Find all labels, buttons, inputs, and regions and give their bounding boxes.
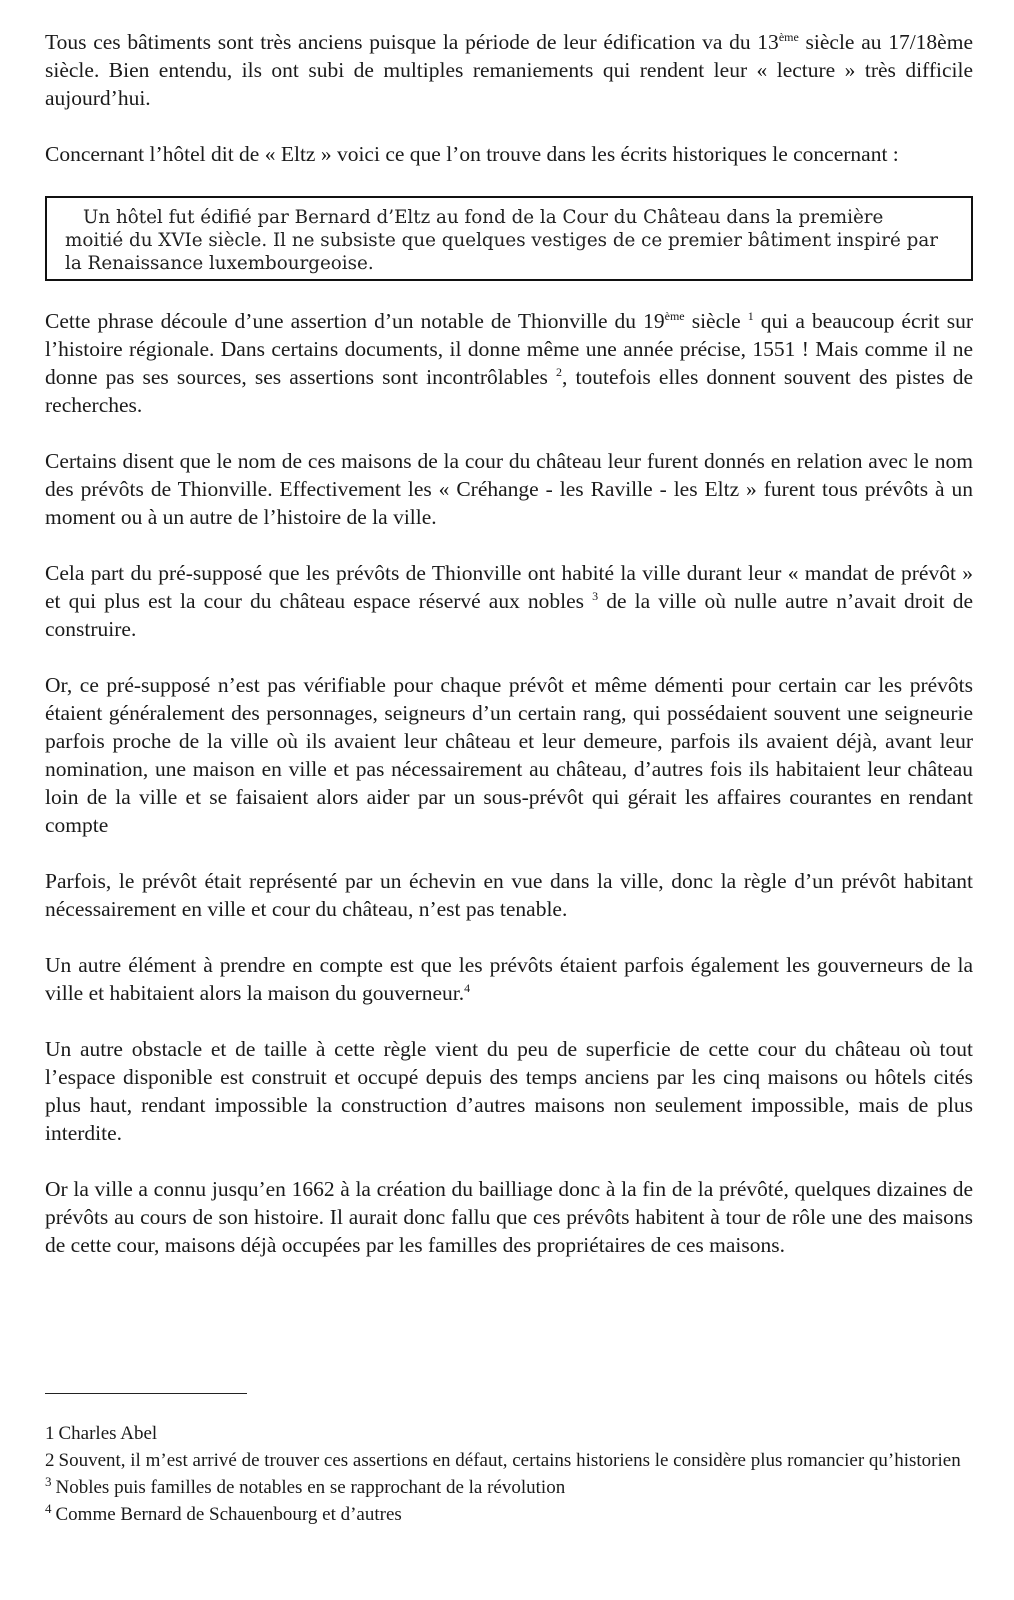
footnote-4: $^4$ Comme Bernard de Schauenbourg et d’autres [45,1500,402,1525]
body-paragraph-1: Cette phrase découle d’une assertion d’un notable de Thionville du 19ème siècle $^1$ qui a beaucoup écrit sur l’histoire régionale. Dans certains documents, il donne même une année précise, 1551 ! Mais comme il ne donne pas ses sources, ses assertions sont incontrôlables $^2$, toutefois elles donnent souvent des pistes de recherches. [45,308,974,417]
footnote-number: 4 [45,1500,52,1516]
footnote-1: 1 Charles Abel [45,1423,158,1444]
document-page [45,28,973,1287]
quotation-box [45,196,973,281]
body-paragraph-3: Cela part du pré-supposé que les prévôts de Thionville ont habité la ville durant leur « mandat de prévôt » et qui plus est la cour du château espace réservé aux nobles $^3$ de la ville où nulle autre n’avait droit de construire. [45,561,973,641]
body-paragraph-6: Un autre élément à prendre en compte est que les prévôts étaient parfois également les gouverneurs de la ville et habitaient alors la maison du gouverneur.$^4$ [45,953,973,1005]
quote-line: moitié du XVIe siècle. Il ne subsiste que quelques vestiges de ce premier bâtiment inspiré par [65,230,938,251]
body-paragraph-4: Or, ce pré-supposé n’est pas vérifiable pour chaque prévôt et même démenti pour certain car les prévôts étaient généralement des personnages, seigneurs d’un certain rang, qui possédaient souvent une seigneurie parfois proche de la ville où ils avaient leur château et leur demeure, parfois ils avaient déjà, avant leur nomination, une maison en ville et pas nécessairement au château, d’autres fois ils habitaient leur château loin de la ville et se faisaient alors aider par un sous-prévôt qui gérait les affaires courantes en rendant compte [45,673,973,837]
footnote-3: $^3$ Nobles puis familles de notables en se rapprochant de la révolution [45,1473,566,1498]
footnote-ref-2[interactable]: 2 [556,364,563,379]
intro-paragraph-1: Tous ces bâtiments sont très anciens puisque la période de leur édification va du 13ème siècle au 17/18ème siècle. Bien entendu, ils ont subi de multiples remaniements qui rendent leur « lecture » très difficile aujourd’hui. [45,29,973,110]
superscript-eme: ème [778,29,799,44]
body-paragraph-8: Or la ville a connu jusqu’en 1662 à la création du bailliage donc à la fin de la prévôté, quelques dizaines de prévôts au cours de son histoire. Il aurait donc fallu que ces prévôts habitent à tour de rôle une des maisons de cette cour, maisons déjà occupées par les familles des propriétaires de ces maisons. [45,1177,973,1257]
footnotes [45,1420,973,1528]
body-paragraph-7: Un autre obstacle et de taille à cette règle vient du peu de superficie de cette cour du château où tout l’espace disponible est construit et occupé depuis des temps anciens par les cinq maisons ou hôtels cités plus haut, rendant impossible la construction d’autres maisons non seulement impossible, mais de plus interdite. [45,1037,973,1145]
footnote-number: 1 [45,1423,55,1444]
footnote-ref-1[interactable]: 1 [747,308,754,323]
quote-line: Un hôtel fut édifié par Bernard d’Eltz au fond de la Cour du Château dans la première [83,207,884,228]
superscript-eme: ème [664,308,685,323]
footnote-number: 3 [45,1473,52,1489]
footnote-separator [45,1393,247,1394]
footnote-2: 2 Souvent, il m’est arrivé de trouver ces assertions en défaut, certains historiens le considère plus romancier qu’historien [45,1450,961,1471]
footnote-ref-3[interactable]: 3 [592,588,599,603]
footnote-ref-4[interactable]: 4 [464,980,471,995]
body-paragraph-5: Parfois, le prévôt était représenté par un échevin en vue dans la ville, donc la règle d’un prévôt habitant nécessairement en ville et cour du château, n’est pas tenable. [45,869,973,921]
body-paragraph-2: Certains disent que le nom de ces maisons de la cour du château leur furent donnés en relation avec le nom des prévôts de Thionville. Effectivement les « Créhange - les Raville - les Eltz » furent tous prévôts à un moment ou à un autre de l’histoire de la ville. [45,449,973,529]
quote-line: la Renaissance luxembourgeoise. [65,253,374,274]
intro-paragraph-2: Concernant l’hôtel dit de « Eltz » voici ce que l’on trouve dans les écrits historiques le concernant : [45,142,899,166]
footnote-number: 2 [45,1450,55,1471]
